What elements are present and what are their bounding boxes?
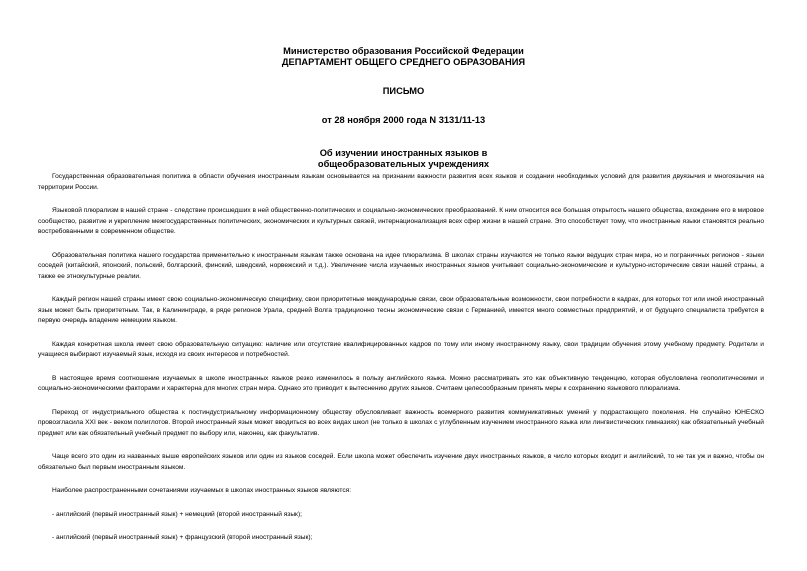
paragraph: Образовательная политика нашего государства применительно к иностранным языкам также основана на идее плюрализма. В школах страны изучаются не только языки ведущих стран мира, но и пограничных регионов - языки соседей (китайский, японский, польский, болгарский, финский, шведский, норвежский и т.д.). Увеличение числа изучаемых иностранных языков учитывает социально-экономические и культурно-исторические связи нашей страны, а также ее этнокультурные реалии. — [38, 251, 764, 280]
department-name: ДЕПАРТАМЕНТ ОБЩЕГО СРЕДНЕГО ОБРАЗОВАНИЯ — [281, 57, 526, 67]
paragraph: Наиболее распространенными сочетаниями изучаемых в школах иностранных языков являются: — [52, 487, 352, 494]
document-body — [38, 172, 764, 557]
paragraph: Каждая конкретная школа имеет свою образовательную ситуацию: наличие или отсутствие квалифицированных кадров по тому или иному иностранному языку, свои традиции обучения этому учебному предмету. Родители и учащиеся выбирают изучаемый язык, исходя из своих интересов и потребностей. — [38, 340, 764, 358]
document-type: ПИСЬМО — [382, 86, 425, 96]
paragraph: Каждый регион нашей страны имеет свою социально-экономическую специфику, свои приоритетные международные связи, свои образовательные возможности, свои потребности в кадрах, для которых тот или иной иностранный язык может быть приоритетным. Так, в Калининграде, в ряде регионов Урала, средней Волга традиционно тесны экономические связи с Германией, имеется много совместных предприятий, и от будущего специалиста требуется в первую очередь владение немецким языком. — [38, 296, 764, 324]
document-title-line-1: Об изучении иностранных языков в — [319, 148, 488, 158]
paragraph: Государственная образовательная политика в области обучения иностранным языкам основывается на признании важности развития всех языков и создании необходимых условий для развития двуязычия и многоязычия на территории России. — [38, 173, 764, 191]
list-item: - английский (первый иностранный язык) + французский (второй иностранный язык); — [52, 534, 313, 541]
document-header — [0, 46, 807, 170]
paragraph: В настоящее время соотношение изучаемых в школе иностранных языков резко изменилось в пользу английского языка. Можно рассматривать это как объективную тенденцию, которая обусловлена геополитическими и социально-экономическими факторами и характерна для многих стран мира. Однако это приводит к вытеснению других языков. Считаем целесообразным принять меры к сохранению языкового плюрализма. — [38, 374, 764, 392]
ministry-name: Министерство образования Российской Федерации — [283, 46, 524, 56]
paragraph: Языковой плюрализм в нашей стране - следствие происшедших в ней общественно-политических и социально-экономических преобразований. К ним относится все большая открытость нашего общества, вхождение его в мировое сообщество, развитие и укрепление межгосударственных политических, экономических и культурных связей, интернационализация всех сфер жизни в нашей стране. Это способствует тому, что иностранные языки становятся реально востребованными в современном обществе. — [38, 207, 764, 235]
list-item: - английский (первый иностранный язык) + немецкий (второй иностранный язык); — [52, 510, 302, 518]
paragraph: Переход от индустриального общества к постиндустриальному информационному обществу обусловливает важность всемерного развития коммуникативных умений у подрастающего поколения. Не случайно ЮНЕСКО провозгласила XXI век - веком полиглотов. Второй иностранный язык может вводиться во всех видах школ (не только в школах с углубленным изучением иностранного языка или лингвистических гимназиях) как обязательный учебный предмет или как обязательный учебный предмет по выбору или, наконец, как факультатив. — [38, 408, 764, 437]
document-title-line-2: общеобразовательных учреждениях — [317, 159, 490, 169]
document-date: от 28 ноября 2000 года N 3131/11-13 — [321, 115, 486, 125]
paragraph: Чаще всего это один из названных выше европейских языков или один из языков соседей. Если школа может обеспечить изучение двух иностранных языков, в число которых входит и английский, то не так уж и важно, чтобы он обязательно был первым иностранным языком. — [38, 453, 764, 471]
